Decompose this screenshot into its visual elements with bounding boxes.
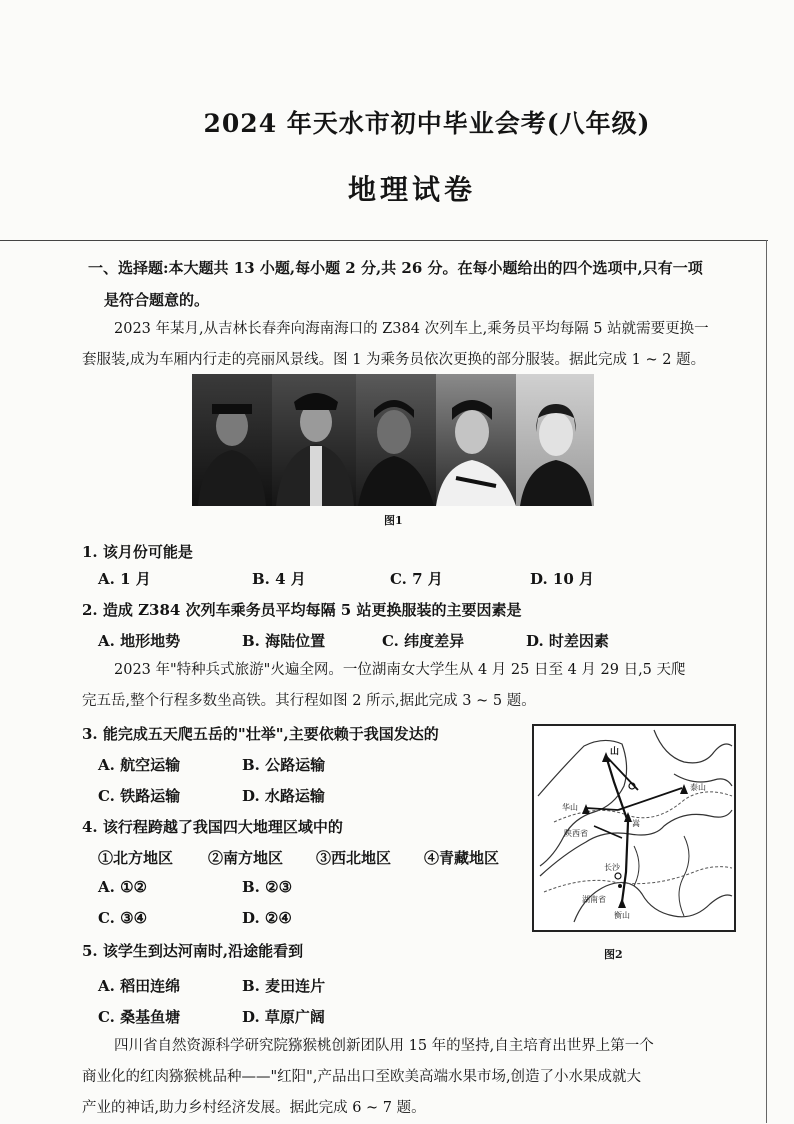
photo-attendant-5	[516, 374, 594, 506]
map-label-changsha: 长沙	[604, 863, 620, 872]
photo-attendant-2	[272, 374, 356, 506]
question-5-stem: 5. 该学生到达河南时,沿途能看到	[82, 942, 304, 960]
figure-2-map	[532, 724, 736, 932]
question-1-stem: 1. 该月份可能是	[82, 543, 193, 561]
passage-3	[82, 1031, 742, 1124]
exam-title: 2024 年天水市初中毕业会考(八年级)	[203, 109, 651, 138]
map-label-hengshan-north: 山	[610, 747, 620, 757]
q2-option-b[interactable]: B. 海陆位置	[242, 632, 326, 650]
exam-subject: 地理试卷	[347, 173, 476, 206]
figure-1-caption: 图1	[384, 514, 403, 527]
q2-option-c[interactable]: C. 纬度差异	[382, 632, 465, 650]
passage-3-line2: 商业化的红肉猕猴桃品种——"红阳",产品出口至欧美高端水果市场,创造了小水果成就大	[82, 1069, 642, 1085]
q3-option-b[interactable]: B. 公路运输	[242, 756, 326, 774]
q4-region-1: ①北方地区	[98, 849, 174, 867]
page-edge-line	[766, 240, 767, 1123]
q4-region-4: ④青藏地区	[424, 849, 500, 867]
q5-option-a[interactable]: A. 稻田连绵	[98, 977, 181, 995]
q1-option-a[interactable]: A. 1 月	[98, 570, 151, 588]
passage-1	[82, 314, 732, 376]
photo-attendant-3	[356, 374, 436, 506]
section-heading-line1: 一、选择题:本大题共 13 小题,每小题 2 分,共 26 分。在每小题给出的四个选项中,只有一项	[88, 259, 703, 277]
passage-3-line3: 产业的神话,助力乡村经济发展。据此完成 6 ~ 7 题。	[82, 1100, 426, 1116]
section-heading	[82, 252, 742, 316]
header-divider	[0, 240, 768, 241]
q4-option-b[interactable]: B. ②③	[242, 878, 293, 896]
q4-option-c[interactable]: C. ③④	[98, 909, 148, 927]
map-label-hunan: 湖南省	[582, 895, 606, 904]
q5-option-c[interactable]: C. 桑基鱼塘	[98, 1008, 181, 1026]
passage-1-line1: 2023 年某月,从吉林长春奔向海南海口的 Z384 次列车上,乘务员平均每隔 5 站就需要更换一	[114, 321, 709, 337]
question-3-stem: 3. 能完成五天爬五岳的"壮举",主要依赖于我国发达的	[82, 725, 439, 743]
q2-option-a[interactable]: A. 地形地势	[98, 632, 181, 650]
photo-attendant-4	[436, 374, 516, 506]
question-2-stem: 2. 造成 Z384 次列车乘务员平均每隔 5 站更换服装的主要因素是	[82, 601, 522, 619]
q3-option-a[interactable]: A. 航空运输	[98, 756, 181, 774]
q4-region-3: ③西北地区	[316, 849, 392, 867]
q5-option-b[interactable]: B. 麦田连片	[242, 977, 326, 995]
map-label-taishan: 泰山	[690, 783, 706, 792]
passage-2	[82, 655, 732, 717]
q2-option-d[interactable]: D. 时差因素	[526, 632, 609, 650]
passage-3-line1: 四川省自然资源科学研究院猕猴桃创新团队用 15 年的坚持,自主培育出世界上第一个	[114, 1038, 654, 1054]
passage-1-line2: 套服装,成为车厢内行走的亮丽风景线。图 1 为乘务员依次更换的部分服装。据此完成 1 ~ 2 题。	[82, 352, 706, 368]
figure-2-caption: 图2	[604, 948, 623, 961]
q5-option-d[interactable]: D. 草原广阔	[242, 1008, 325, 1026]
q4-region-2: ②南方地区	[208, 849, 284, 867]
map-label-hengshan-south: 衡山	[614, 911, 630, 920]
passage-2-line2: 完五岳,整个行程多数坐高铁。其行程如图 2 所示,据此完成 3 ~ 5 题。	[82, 693, 536, 709]
q1-option-c[interactable]: C. 7 月	[390, 570, 443, 588]
question-4-stem: 4. 该行程跨越了我国四大地理区域中的	[82, 818, 343, 836]
map-label-shaanxi: 陕西省	[564, 829, 588, 838]
photo-attendant-1	[192, 374, 272, 506]
q4-option-a[interactable]: A. ①②	[98, 878, 147, 896]
q1-option-b[interactable]: B. 4 月	[252, 570, 306, 588]
figure-1-photos	[192, 374, 594, 506]
map-label-songshan: 嵩	[632, 819, 640, 828]
map-label-huashan: 华山	[562, 803, 578, 812]
section-heading-line2: 是符合题意的。	[104, 291, 210, 309]
passage-2-line1: 2023 年"特种兵式旅游"火遍全网。一位湖南女大学生从 4 月 25 日至 4 月 29 日,5 天爬	[114, 662, 686, 678]
q1-option-d[interactable]: D. 10 月	[530, 570, 595, 588]
q4-option-d[interactable]: D. ②④	[242, 909, 292, 927]
q3-option-d[interactable]: D. 水路运输	[242, 787, 325, 805]
q3-option-c[interactable]: C. 铁路运输	[98, 787, 181, 805]
